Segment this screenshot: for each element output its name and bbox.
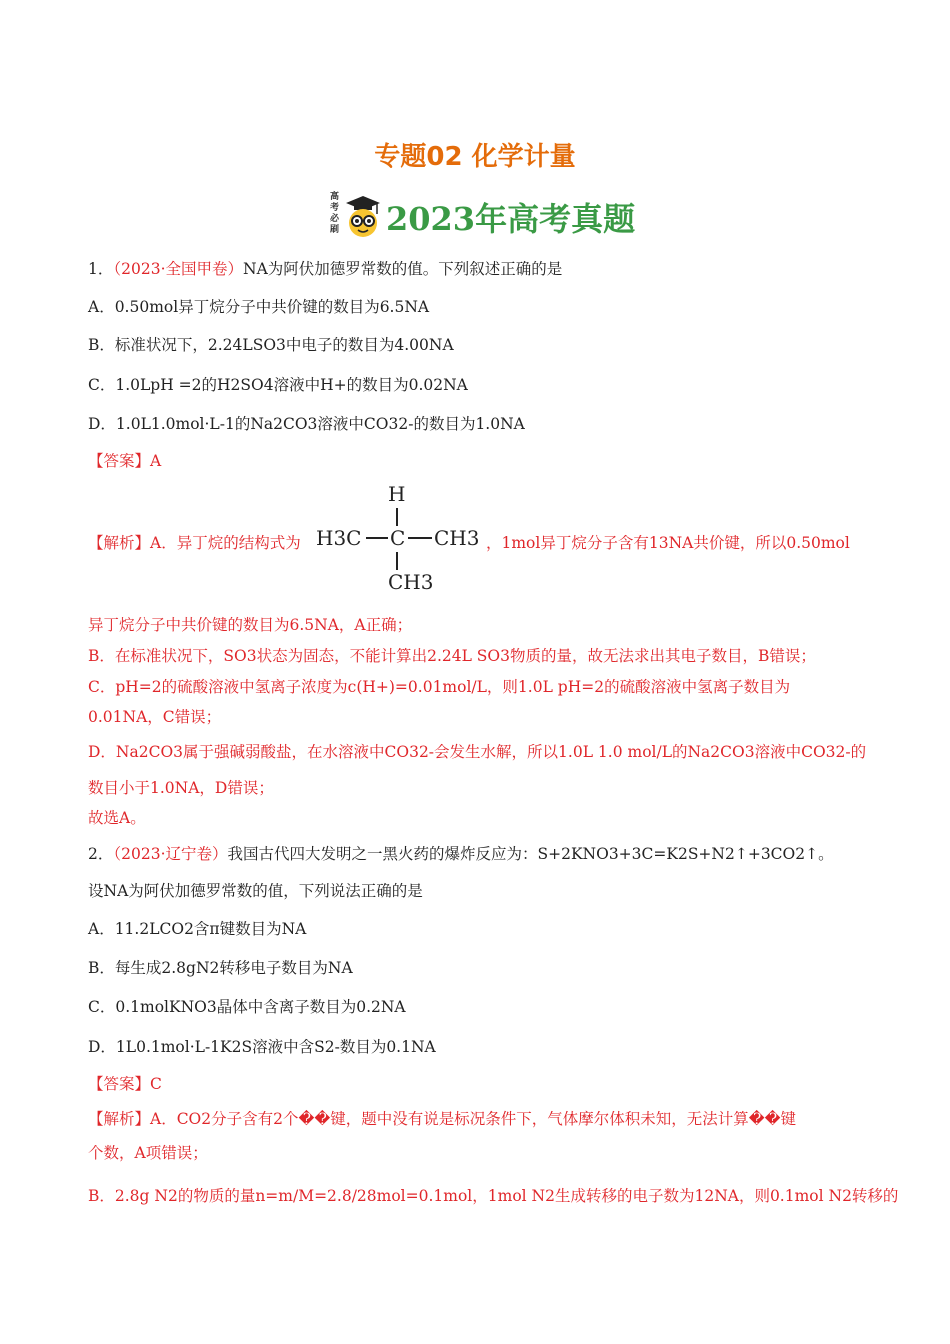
q1-conclusion: 故选A。 — [88, 809, 146, 827]
q1-explanation-c1: C．pH=2的硫酸溶液中氢离子浓度为c(H+)=0.01mol/L，则1.0L pH=2的硫酸溶液中氢离子数目为 — [88, 678, 791, 696]
q1-option-b: B．标准状况下，2.24LSO3中电子的数目为4.00NA — [88, 336, 454, 354]
question-number: 1． — [88, 260, 114, 278]
structure-left-group: H3C — [316, 526, 362, 550]
structure-center-c: C — [390, 526, 406, 550]
question-number: 2． — [88, 845, 114, 863]
structure-right-group: CH3 — [434, 526, 480, 550]
q2-option-a: A．11.2LCO2含π键数目为NA — [88, 920, 307, 938]
banner-side-text: 高考必刷 — [330, 192, 340, 235]
q1-explanation-prefix: 【解析】A．异丁烷的结构式为 — [88, 534, 301, 552]
q1-explanation-a-tail: ，1mol异丁烷分子含有13NA共价键，所以0.50mol — [486, 534, 850, 552]
structure-bond-right — [408, 537, 432, 539]
q1-explanation-b: B．在标准状况下，SO3状态为固态，不能计算出2.24L SO3物质的量，故无法求出其电子数目，B错误； — [88, 647, 816, 665]
structure-bottom-group: CH3 — [388, 570, 434, 594]
q1-explanation-c2: 0.01NA，C错误； — [88, 708, 222, 726]
structure-bond-top — [396, 508, 398, 526]
question-source: （2023·全国甲卷） — [113, 260, 243, 278]
q1-explanation-a2: 异丁烷分子中共价键的数目为6.5NA，A正确； — [88, 616, 413, 634]
q1-option-d: D．1.0L1.0mol·L-1的Na2CO3溶液中CO32-的数目为1.0NA — [88, 415, 525, 433]
banner-title: 2023年高考真题 — [386, 200, 636, 238]
question-2-stem: 2．（2023·辽宁卷）我国古代四大发明之一黑火药的爆炸反应为：S+2KNO3+3C=K2S+N2↑+3CO2↑。 — [88, 845, 834, 863]
q1-option-c: C．1.0LpH =2的H2SO4溶液中H+的数目为0.02NA — [88, 376, 468, 394]
q2-answer: 【答案】C — [88, 1075, 162, 1093]
q2-option-b: B．每生成2.8gN2转移电子数目为NA — [88, 959, 353, 977]
q2-option-c: C．0.1molKNO3晶体中含离子数目为0.2NA — [88, 998, 406, 1016]
q1-explanation-d2: 数目小于1.0NA，D错误； — [88, 779, 274, 797]
q1-answer: 【答案】A — [88, 452, 162, 470]
q2-option-d: D．1L0.1mol·L-1K2S溶液中含S2-数目为0.1NA — [88, 1038, 436, 1056]
structure-bond-left — [366, 537, 388, 539]
question-2-stem-2: 设NA为阿伏加德罗常数的值，下列说法正确的是 — [88, 882, 423, 900]
q2-explanation-b: B．2.8g N2的物质的量n=m/M=2.8/28mol=0.1mol，1mol N2生成转移的电子数为12NA，则0.1mol N2转移的 — [88, 1187, 899, 1205]
q1-option-a: A．0.50mol异丁烷分子中共价键的数目为6.5NA — [88, 298, 430, 316]
structure-bond-bottom — [396, 552, 398, 570]
graduate-owl-icon — [344, 194, 382, 238]
page-title: 专题02 化学计量 — [374, 142, 576, 172]
isobutane-structure — [316, 480, 486, 600]
structure-top-h: H — [388, 482, 406, 506]
q2-explanation-a1: 【解析】A．CO2分子含有2个��键，题中没有说是标况条件下，气体摩尔体积未知，无法计算��键 — [88, 1110, 797, 1128]
q1-explanation-d1: D．Na2CO3属于强碱弱酸盐，在水溶液中CO32-会发生水解，所以1.0L 1.0 mol/L的Na2CO3溶液中CO32-的 — [88, 743, 867, 761]
question-source: （2023·辽宁卷） — [113, 845, 228, 863]
q2-explanation-a2: 个数，A项错误； — [88, 1144, 208, 1162]
question-1-stem: 1．（2023·全国甲卷）NA为阿伏加德罗常数的值。下列叙述正确的是 — [88, 260, 563, 278]
